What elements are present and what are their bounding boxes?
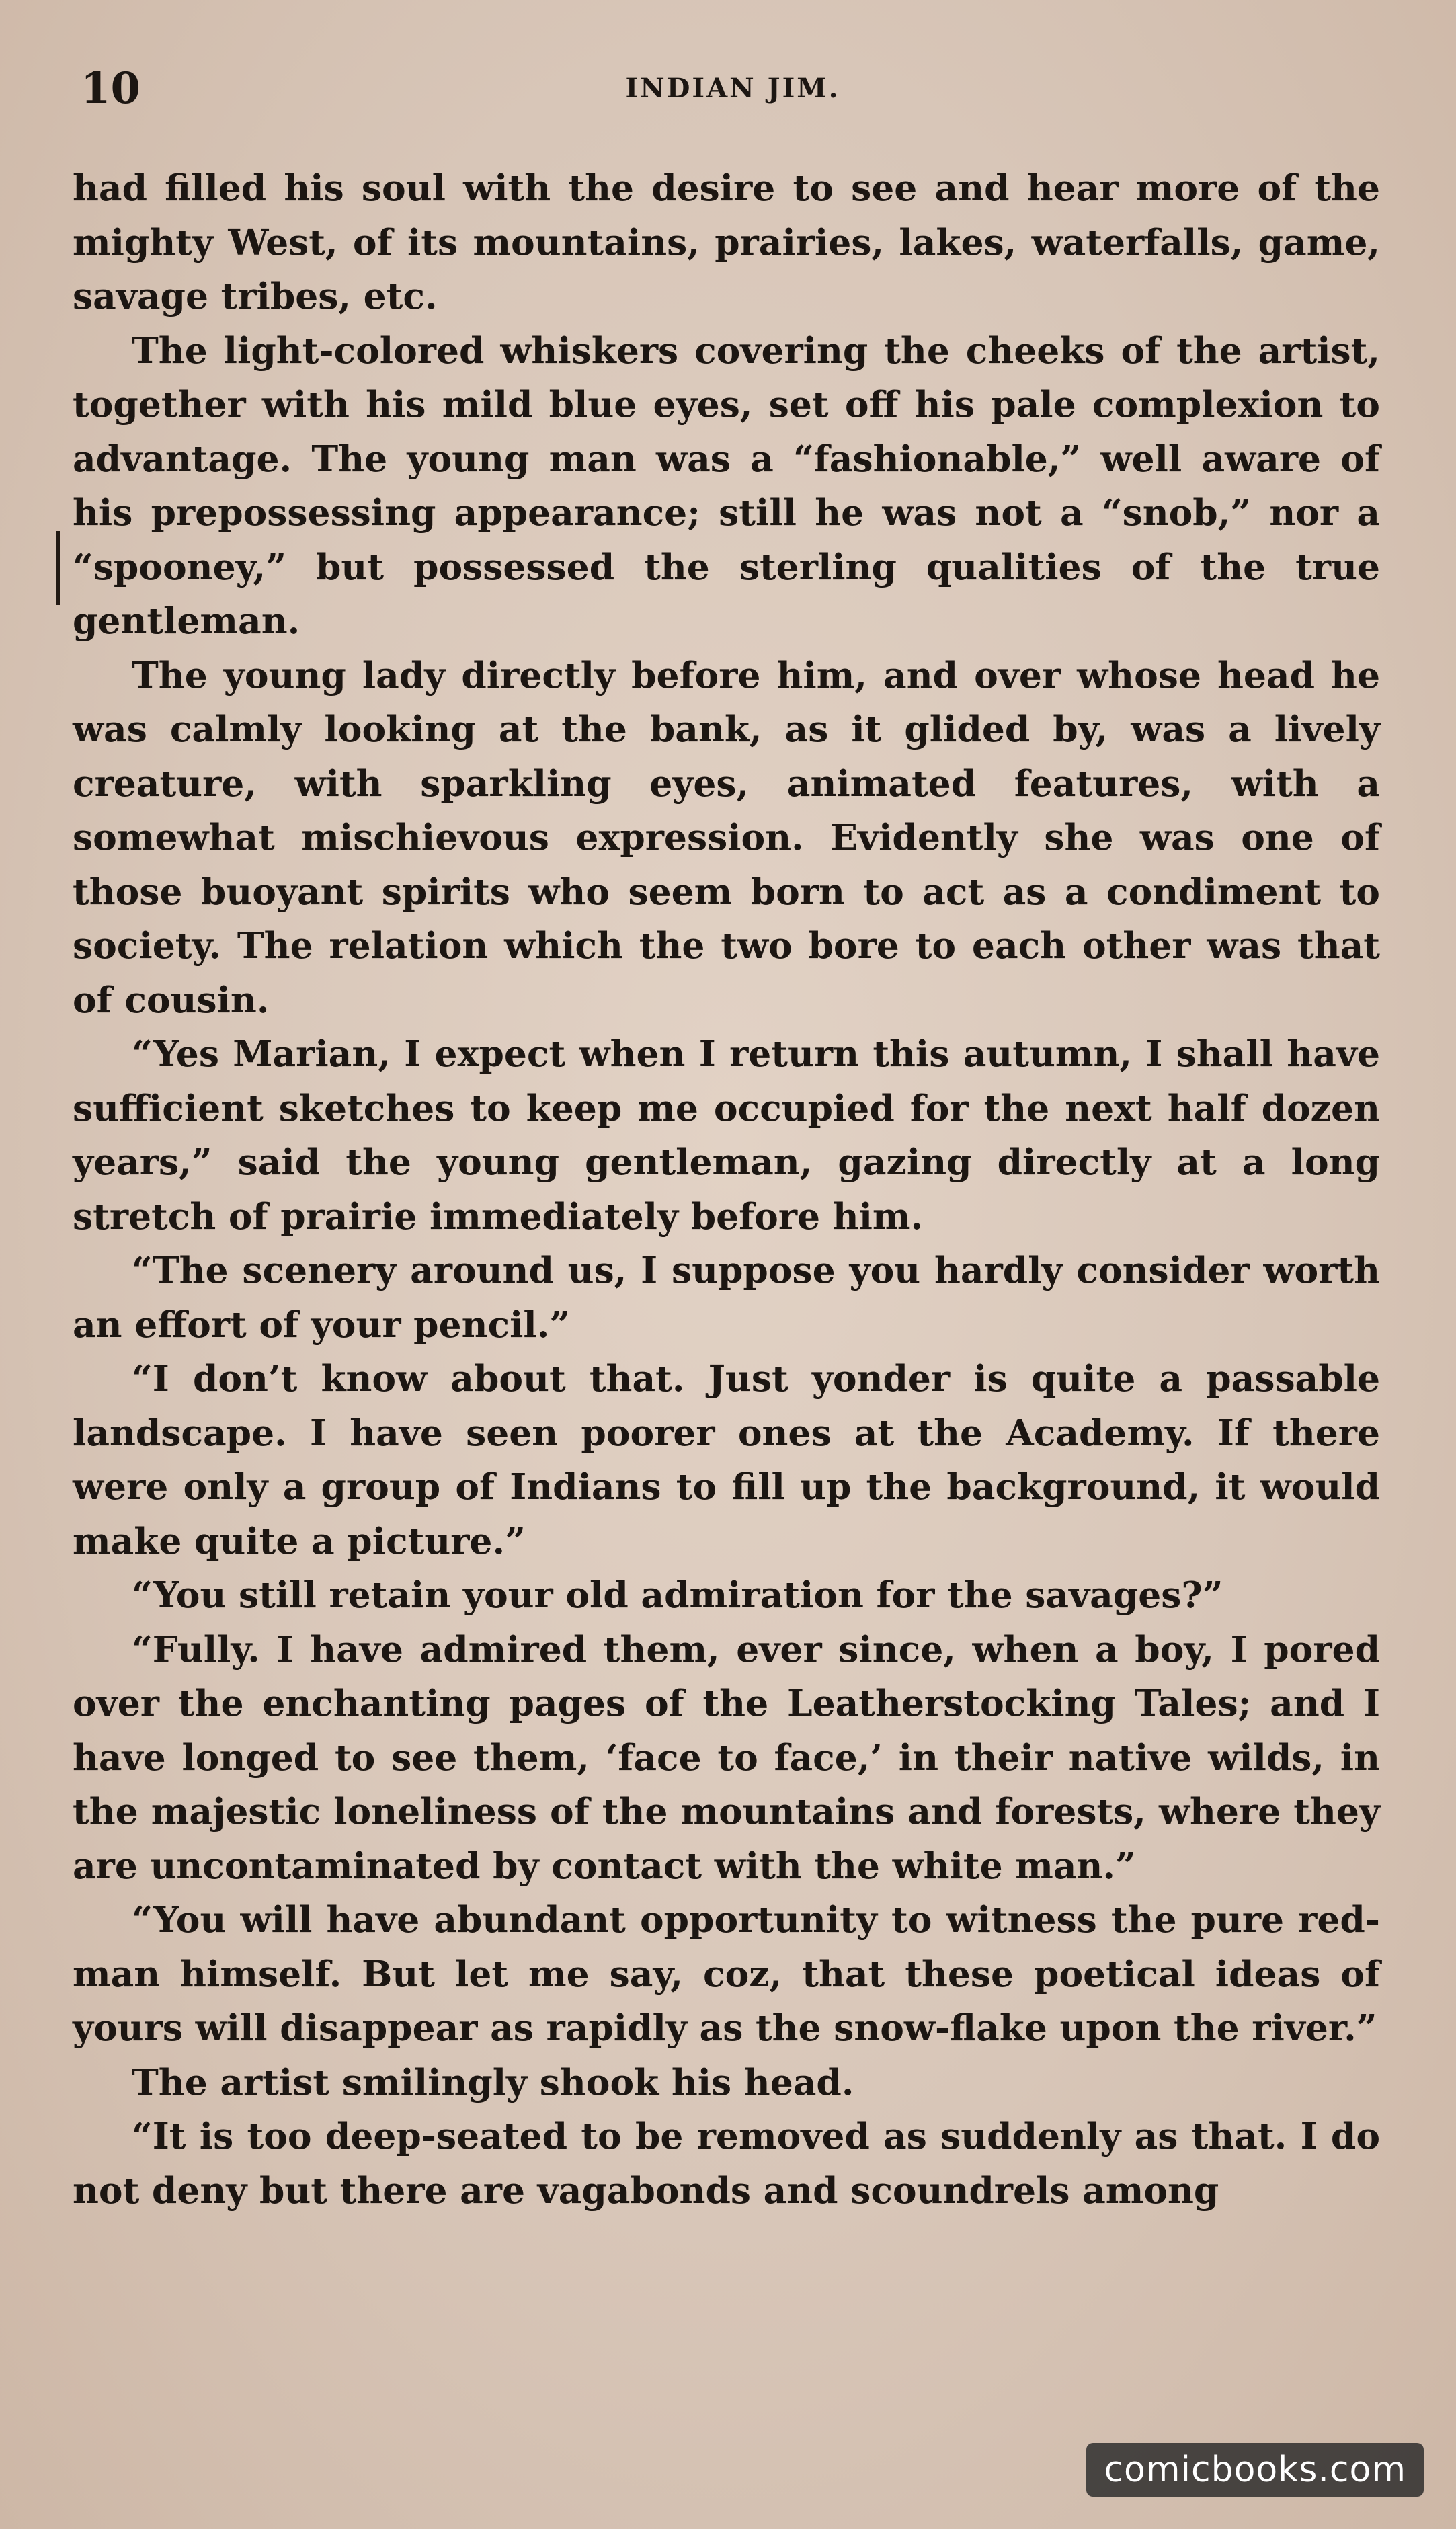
paragraph: “I don’t know about that. Just yonder is quite a passable landscape. I have seen poorer ones at the Academy. If there were only a group of Indians to fill up the background, it would make quite a picture.” xyxy=(73,1357,1380,1562)
body-text xyxy=(73,161,1380,2218)
paragraph: “You will have abundant opportunity to witness the pure red-man himself. But let me say, coz, that these poetical ideas of yours will disappear as rapidly as the snow-flake upon the river.” xyxy=(73,1898,1380,2049)
margin-mark xyxy=(56,531,60,605)
paragraph: The light-colored whiskers covering the cheeks of the artist, together with his mild blue eyes, set off his pale complexion to advantage. The young man was a “fashionable,” well aware of his prepossessing appearance; still he was not a “snob,” nor a “spooney,” but possessed the sterling qualities of the true gentleman. xyxy=(73,329,1380,642)
watermark-label: comicbooks.com xyxy=(1086,2443,1424,2497)
paragraph: “Fully. I have admired them, ever since, when a boy, I pored over the enchanting pages of the Leatherstocking Tales; and I have longed to see them, ‘face to face,’ in their native wilds, in the majestic loneliness of the mountains and forests, where they are uncontaminated by contact with the white man.” xyxy=(73,1628,1380,1887)
page-header xyxy=(81,62,1385,116)
paragraph: “It is too deep-seated to be removed as suddenly as that. I do not deny but there are vagabonds and scoundrels among xyxy=(73,2115,1380,2212)
paragraph: “Yes Marian, I expect when I return this autumn, I shall have sufficient sketches to keep me occupied for the next half dozen years,” said the young gentleman, gazing directly at a long stretch of prairie immediately before him. xyxy=(73,1033,1380,1238)
paragraph: The artist smilingly shook his head. xyxy=(132,2060,854,2103)
paragraph: “You still retain your old admiration for the savages?” xyxy=(132,1574,1223,1616)
paragraph: had filled his soul with the desire to see and hear more of the mighty West, of its mountains, prairies, lakes, waterfalls, game, savage tribes, etc. xyxy=(73,167,1380,317)
paragraph: The young lady directly before him, and over whose head he was calmly looking at the bank, as it glided by, was a lively creature, with sparkling eyes, animated features, with a somewhat mischievous expression. Evidently she was one of those buoyant spirits who seem born to act as a condiment to society. The relation which the two bore to each other was that of cousin. xyxy=(73,653,1380,1021)
paragraph: “The scenery around us, I suppose you hardly consider worth an effort of your pencil.” xyxy=(73,1249,1380,1346)
page-number: 10 xyxy=(81,63,141,114)
running-title: INDIAN JIM. xyxy=(625,73,840,104)
